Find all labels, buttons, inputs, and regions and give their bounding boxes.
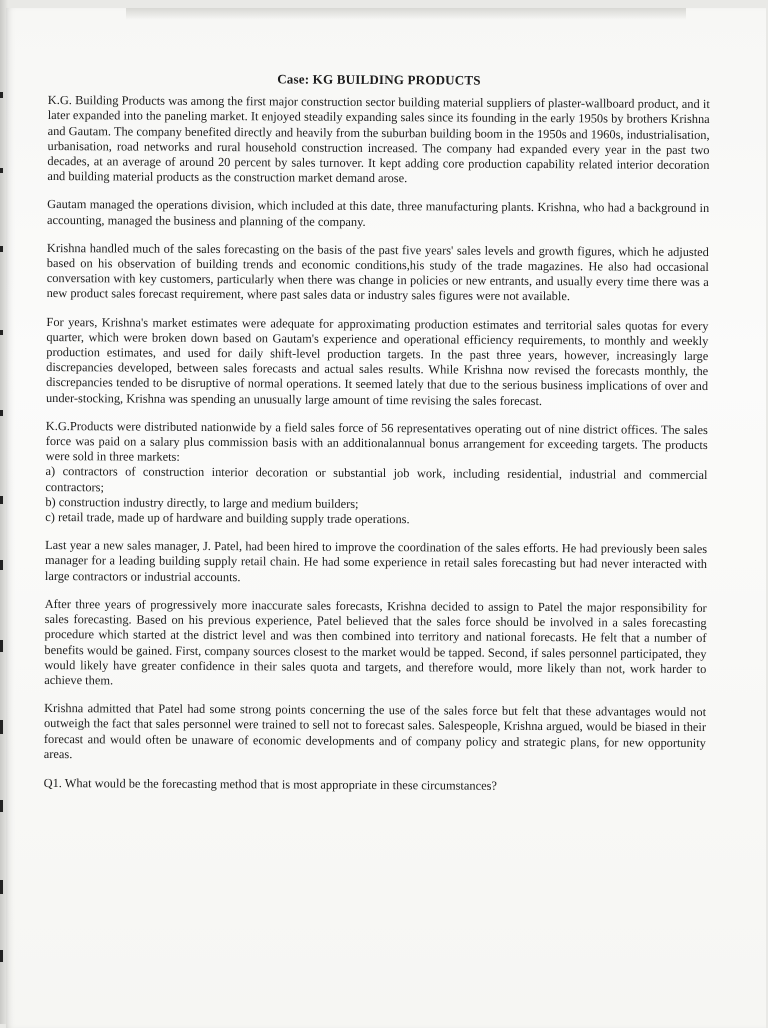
paragraph: For years, Krishna's market estimates were adequate for approximating production estimates and territorial sales quotas for every quarter, which were broken down based on Gautam's experience and operational efficiency requirements, to monthly and weekly production estimates, and used for daily shift-level production targets. In the past three years, however, increasingly large discrepancies developed, between sales forecasts and actual sales results. While Krishna now revised the forecasts monthly, the discrepancies tended to be disruptive of normal operations. It seemed lately that due to the serious business implications of over and under-stocking, Krishna was spending an unusually large amount of time revising the sales forecast.	[45, 314, 709, 408]
markets-intro: K.G.Products were distributed nationwide by a field sales force of 56 representatives operating out of nine district offices. The sales force was paid on a salary plus commission basis with an additionalannual bonus arrangement for exceeding targets. The products were sold in three markets:	[45, 418, 708, 465]
paragraph: Krishna handled much of the sales forecasting on the basis of the past five years' sales levels and growth figures, which he adjusted based on his observation of building trends and economic conditions,his study of the trade magazines. He also had occasional conversation with key customers, particularly when there was change in policies or new entrants, and usually every time there was a new product sales forecast requirement, where past sales data or industry sales figures were not available.	[46, 240, 709, 304]
paragraph: After three years of progressively more inaccurate sales forecasts, Krishna decided to assign to Patel the major responsibility for sales forecasting. Based on his previous experience, Patel believed that the sales force should be involved in a sales forecasting procedure which started at the district level and was then combined into territory and national forecasts. He felt that a number of benefits would be gained. First, company sources closest to the market would be tapped. Second, if sales personnel participated, they would likely have greater confidence in their sales quota and targets, and therefore would, more likely than not, work harder to achieve them.	[44, 596, 707, 688]
binding-mark	[0, 410, 3, 416]
binding-mark	[0, 246, 3, 252]
binding-mark	[0, 640, 3, 652]
list-item: a) contractors of construction interior decoration or substantial job work, including residential, industrial and commercial contractors;	[45, 464, 708, 495]
binding-mark	[0, 720, 3, 734]
binding-mark	[0, 880, 3, 894]
binding-mark	[0, 800, 3, 812]
binding-mark	[0, 168, 3, 173]
paragraph: Gautam managed the operations division, which included at this date, three manufacturing plants. Krishna, who had a background in accounting, managed the business and planning of the company.	[47, 197, 710, 229]
paragraph: Krishna admitted that Patel had some strong points concerning the use of the sales force but felt that these advantages would not outweigh the fact that sales personnel were trained to sell not to forecast sales. Salespeople, Krishna argued, would be biased in their forecast and would often be unaware of economic developments and of company policy and strategic plans, for new opportunity areas.	[43, 701, 707, 761]
binding-mark	[0, 560, 3, 570]
paragraph: Last year a new sales manager, J. Patel, had been hired to improve the coordination of the sales efforts. He had previously been sales manager for a leading building supply retail chain. He had some experience in retail sales forecasting but had never interacted with large contractors or industrial accounts.	[44, 538, 708, 584]
list-item: b) construction industry directly, to large and medium builders;	[45, 494, 359, 511]
case-title: Case: KG BUILDING PRODUCTS	[277, 71, 481, 88]
binding-mark	[0, 92, 3, 98]
binding-mark	[0, 496, 3, 504]
binding-mark	[0, 950, 3, 962]
question-text: Q1. What would be the forecasting method that is most appropriate in these circumstances?	[43, 775, 497, 793]
scan-shadow	[126, 8, 686, 20]
binding-mark	[0, 330, 3, 335]
markets-list	[45, 464, 707, 529]
list-item: c) retail trade, made up of hardware and building supply trade operations.	[45, 510, 410, 527]
document-body	[44, 70, 710, 795]
paragraph: K.G. Building Products was among the first major construction sector building material suppliers of plaster-wallboard product, and it later expanded into the paneling market. It enjoyed steadily expanding sales since its founding in the early 1950s by brothers Krishna and Gautam. The company benefited directly and heavily from the suburban building boom in the 1950s and 1960s, industrialisation, urbanisation, road networks and rural household construction increased. The company had expanded every year in the past two decades, at an average of around 20 percent by sales turnover. It kept adding core production capability related interior decoration and building material products as the construction market demand arose.	[47, 93, 710, 186]
